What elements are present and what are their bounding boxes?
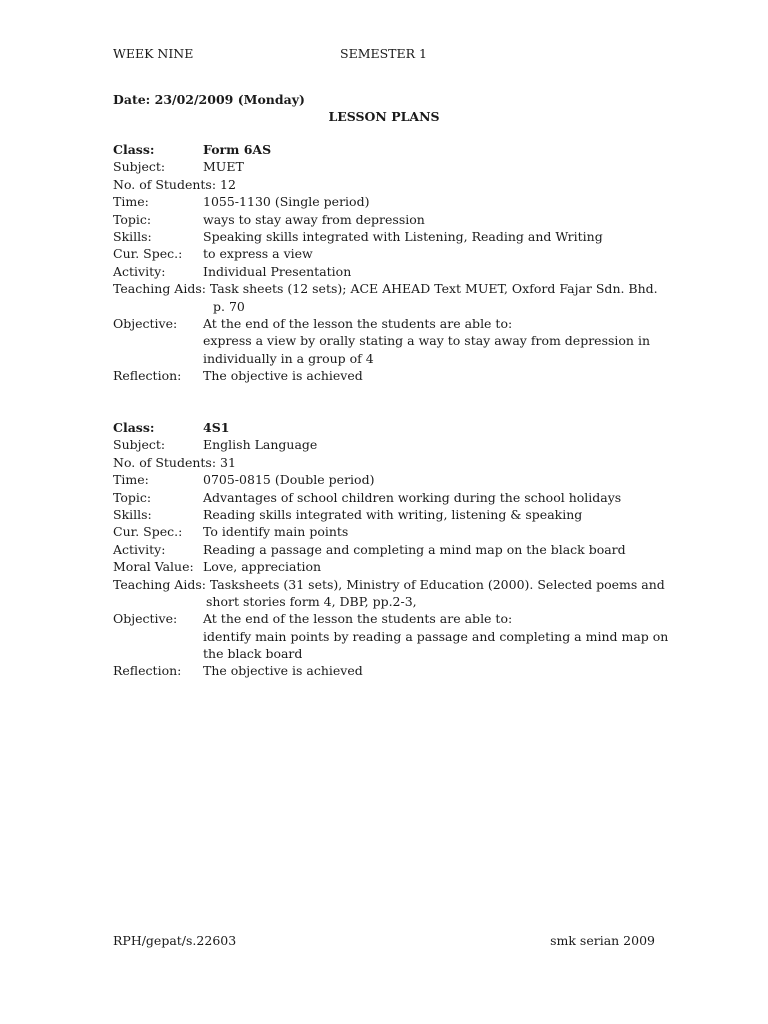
skills-label: Skills: [113,228,152,244]
curspec-label: Cur. Spec.: [113,524,183,540]
activity-value: Reading a passage and completing a mind map on the black board [203,541,626,557]
objective-cont-row-1 [113,332,673,349]
curspec-row [113,245,673,262]
students-line: No. of Students: 12 [113,176,236,192]
objective-cont-row-2 [113,350,673,367]
objective-row [113,610,673,627]
class-label: Class: [113,142,155,157]
class-value: Form 6AS [203,142,272,157]
moral-value-label: Moral Value: [113,559,194,575]
subject-label: Subject: [113,437,166,453]
skills-label: Skills: [113,506,152,522]
activity-value: Individual Presentation [203,263,352,279]
skills-row [113,506,673,523]
curspec-value: to express a view [203,246,313,262]
topic-label: Topic: [113,489,152,505]
topic-row [113,489,673,506]
activity-row [113,541,673,558]
objective-cont-row-1 [113,628,673,645]
semester-label: SEMESTER 1 [340,46,427,61]
time-value: 0705-0815 (Double period) [203,472,375,488]
activity-label: Activity: [113,541,166,557]
teaching-aids-row [113,280,673,297]
teaching-aids-line: Teaching Aids: Task sheets (12 sets); ACE AHEAD Text MUET, Oxford Fajar Sdn. Bhd. [113,281,658,297]
class-row [113,419,673,436]
time-label: Time: [113,472,149,488]
curspec-label: Cur. Spec.: [113,246,183,262]
objective-label: Objective: [113,315,178,331]
subject-value: MUET [203,159,244,175]
subject-row [113,436,673,453]
skills-value: Reading skills integrated with writing, listening & speaking [203,506,583,522]
skills-value: Speaking skills integrated with Listening, Reading and Writing [203,228,603,244]
objective-row [113,315,673,332]
class-value: 4S1 [203,420,230,435]
reflection-label: Reflection: [113,368,182,384]
teaching-aids-cont: p. 70 [213,298,245,314]
objective-value: At the end of the lesson the students are able to: [203,611,513,627]
page-title-text: LESSON PLANS [328,109,440,124]
lesson-plan-2 [113,419,673,680]
students-row [113,176,673,193]
time-value: 1055-1130 (Single period) [203,194,370,210]
objective-cont-1: express a view by orally stating a way to stay away from depression in [203,333,650,349]
students-row [113,454,673,471]
objective-label: Objective: [113,611,178,627]
activity-label: Activity: [113,263,166,279]
reflection-value: The objective is achieved [203,663,363,679]
teaching-aids-row [113,576,673,593]
subject-value: English Language [203,437,318,453]
subject-row [113,158,673,175]
moral-value-value: Love, appreciation [203,559,322,575]
reflection-row [113,367,673,384]
students-line: No. of Students: 31 [113,454,236,470]
topic-value: ways to stay away from depression [203,211,425,227]
topic-value: Advantages of school children working during the school holidays [203,489,622,505]
curspec-row [113,523,673,540]
objective-cont-2: individually in a group of 4 [203,350,374,366]
curspec-value: To identify main points [203,524,349,540]
week-label: WEEK NINE [113,46,194,61]
footer-reference: RPH/gepat/s.22603 [113,933,237,948]
teaching-aids-cont-row [113,593,673,610]
objective-cont-2: the black board [203,646,303,662]
class-label: Class: [113,420,155,435]
objective-cont-row-2 [113,645,673,662]
time-row [113,193,673,210]
time-row [113,471,673,488]
moral-value-row [113,558,673,575]
date-line: Date: 23/02/2009 (Monday) [113,92,305,107]
teaching-aids-cont: short stories form 4, DBP, pp.2-3, [206,593,417,609]
class-row [113,141,673,158]
activity-row [113,263,673,280]
skills-row [113,228,673,245]
teaching-aids-cont-row [113,298,673,315]
objective-value: At the end of the lesson the students are able to: [203,315,513,331]
topic-row [113,211,673,228]
footer-school: smk serian 2009 [550,933,655,948]
lesson-plan-1 [113,141,673,384]
page-title [0,109,768,124]
reflection-value: The objective is achieved [203,368,363,384]
subject-label: Subject: [113,159,166,175]
teaching-aids-line: Teaching Aids: Tasksheets (31 sets), Ministry of Education (2000). Selected poems and [113,576,665,592]
objective-cont-1: identify main points by reading a passage and completing a mind map on [203,628,669,644]
reflection-row [113,662,673,679]
time-label: Time: [113,194,149,210]
topic-label: Topic: [113,211,152,227]
reflection-label: Reflection: [113,663,182,679]
